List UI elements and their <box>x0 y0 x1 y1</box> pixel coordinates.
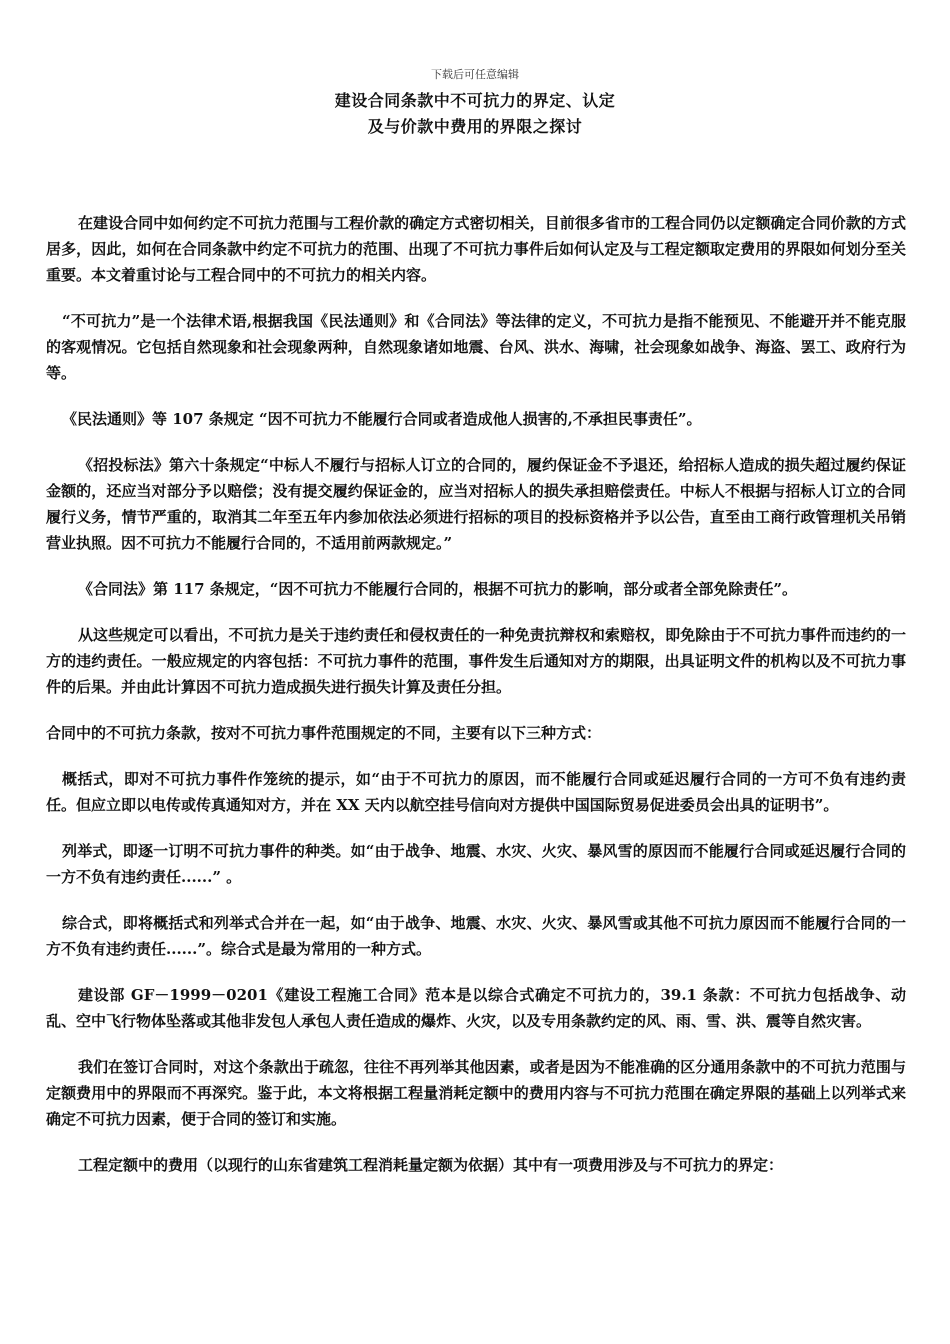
paragraph-conclusion-of-rules: 从这些规定可以看出，不可抗力是关于违约责任和侵权责任的一种免责抗辩权和索赔权，即免除由于不可抗力事件而违约的一方的违约责任。一般应规定的内容包括：不可抗力事件的范围，事件发生后通知对方的期限，出具证明文件的机构以及不可抗力事件的后果。并由此计算因不可抗力造成损失进行损失计算及责任分担。 <box>46 626 906 696</box>
editable-note: 下载后可任意编辑 <box>431 68 519 81</box>
paragraph-civil-law-107: 《民法通则》等 107 条规定 “因不可抗力不能履行合同或者造成他人损害的,不承担民事责任”。 <box>62 410 702 428</box>
document-title-line-1: 建设合同条款中不可抗力的界定、认定 <box>334 91 616 110</box>
paragraph-combined-method: 综合式，即将概括式和列举式合并在一起，如“由于战争、地震、水灾、火灾、暴风雪或其他不可抗力原因而不能履行合同的一方不负有违约责任......”。综合式是最为常用的一种方式。 <box>46 914 906 958</box>
paragraph-contract-law-117: 《合同法》第 117 条规定，“因不可抗力不能履行合同的，根据不可抗力的影响，部分或者全部免除责任”。 <box>78 580 798 598</box>
paragraph-force-majeure-definition: “不可抗力”是一个法律术语,根据我国《民法通则》和《合同法》等法律的定义，不可抗力是指不能预见、不能避开并不能克服的客观情况。它包括自然现象和社会现象两种，自然现象诸如地震、台风、洪水、海啸，社会现象如战争、海盗、罢工、政府行为等。 <box>46 312 906 382</box>
document-title-line-2: 及与价款中费用的界限之探讨 <box>367 117 583 136</box>
paragraph-three-methods: 合同中的不可抗力条款，按对不可抗力事件范围规定的不同，主要有以下三种方式： <box>46 724 602 742</box>
paragraph-quota-fees: 工程定额中的费用（以现行的山东省建筑工程消耗量定额为依据）其中有一项费用涉及与不可抗力的界定： <box>78 1156 784 1174</box>
paragraph-enumerative-method: 列举式，即逐一订明不可抗力事件的种类。如“由于战争、地震、水灾、火灾、暴风雪的原因而不能履行合同或延迟履行合同的一方不负有违约责任......” 。 <box>46 842 906 886</box>
paragraph-bidding-law-60: 《招投标法》第六十条规定“中标人不履行与招标人订立的合同的，履约保证金不予退还，给招标人造成的损失超过履约保证金额的，还应当对部分予以赔偿；没有提交履约保证金的，应当对招标人的损失承担赔偿责任。中标人不根据与招标人订立的合同履行义务，情节严重的，取消其二年至五年内参加依法必须进行招标的项目的投标资格并予以公告，直至由工商行政管理机关吊销营业执照。因不可抗力不能履行合同的，不适用前两款规定。” <box>46 456 906 552</box>
paragraph-general-method: 概括式，即对不可抗力事件作笼统的提示，如“由于不可抗力的原因，而不能履行合同或延迟履行合同的一方可不负有违约责任。但应立即以电传或传真通知对方，并在 XX 天内以航空挂号信向对方提供中国国际贸易促进委员会出具的证明书”。 <box>46 770 906 814</box>
paragraph-signing-contract: 我们在签订合同时，对这个条款出于疏忽，往往不再列举其他因素，或者是因为不能准确的区分通用条款中的不可抗力范围与定额费用中的界限而不再深究。鉴于此，本文将根据工程量消耗定额中的费用内容与不可抗力范围在确定界限的基础上以列举式来确定不可抗力因素，便于合同的签订和实施。 <box>46 1058 906 1128</box>
paragraph-intro: 在建设合同中如何约定不可抗力范围与工程价款的确定方式密切相关，目前很多省市的工程合同仍以定额确定合同价款的方式居多，因此，如何在合同条款中约定不可抗力的范围、出现了不可抗力事件后如何认定及与工程定额取定费用的界限如何划分至关重要。本文着重讨论与工程合同中的不可抗力的相关内容。 <box>46 214 906 284</box>
document-body <box>46 210 906 1198</box>
paragraph-gf-1999-0201: 建设部 GF－1999－0201《建设工程施工合同》范本是以综合式确定不可抗力的，39.1 条款：不可抗力包括战争、动乱、空中飞行物体坠落或其他非发包人承包人责任造成的爆炸、火灾，以及专用条款约定的风、雨、雪、洪、震等自然灾害。 <box>46 986 906 1030</box>
